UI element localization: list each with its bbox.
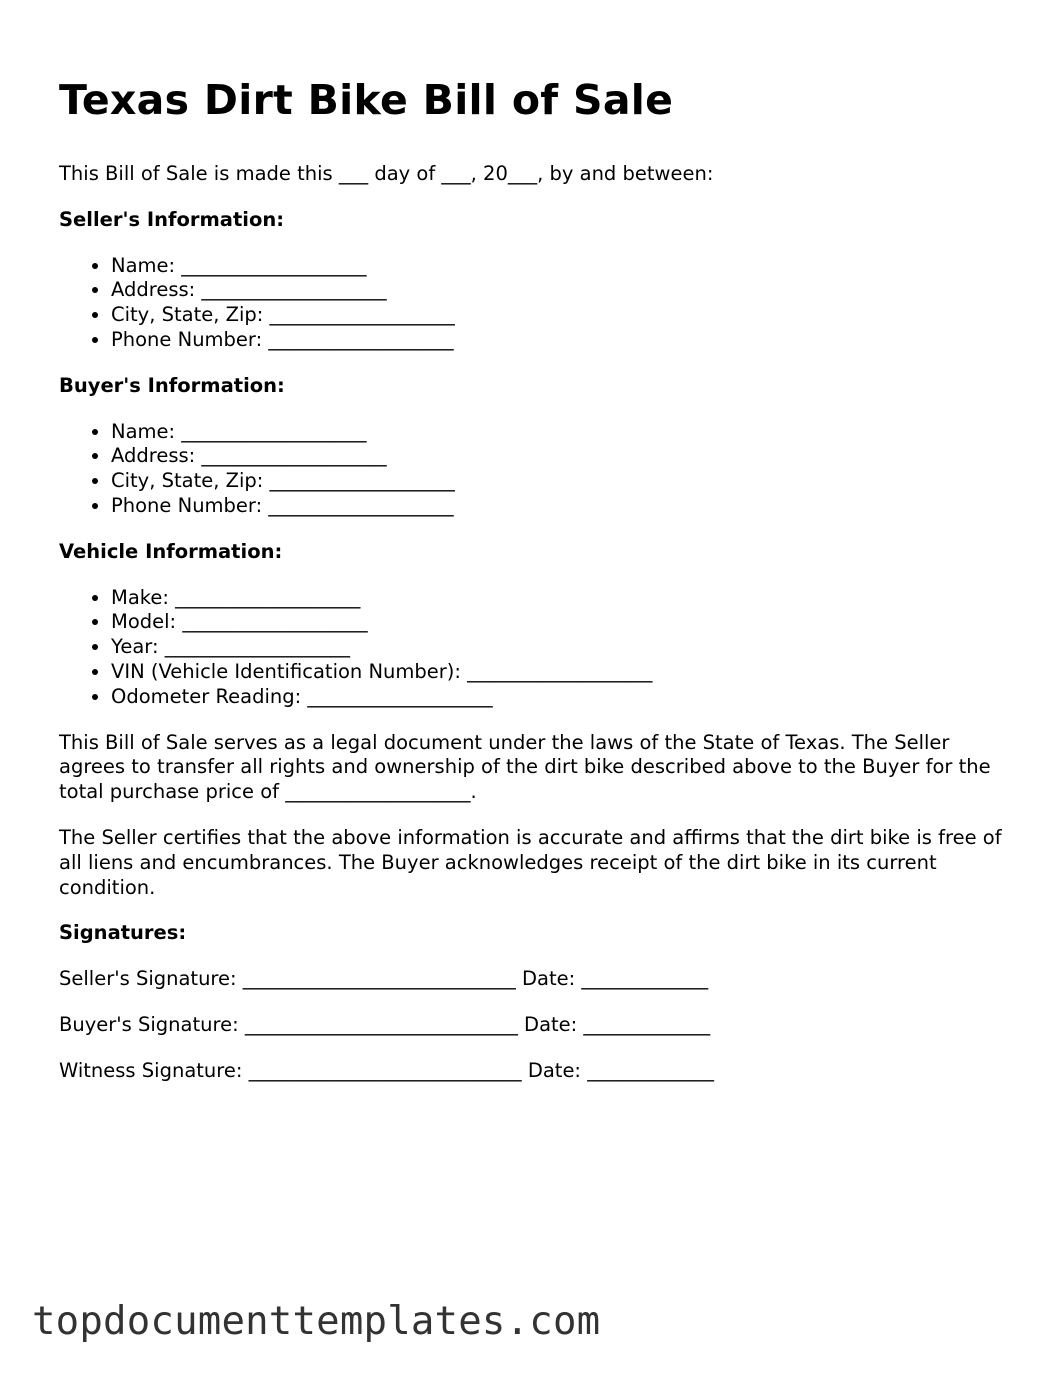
buyer-signature-line: Buyer's Signature: ____________________________ Date: _____________ xyxy=(59,1012,711,1036)
witness-signature-line: Witness Signature: ____________________________ Date: _____________ xyxy=(59,1058,714,1082)
signatures-heading: Signatures: xyxy=(59,921,187,945)
vehicle-fields-list xyxy=(59,586,1019,710)
document-page xyxy=(59,72,1019,1105)
document-title: Texas Dirt Bike Bill of Sale xyxy=(59,76,674,124)
vehicle-heading: Vehicle Information: xyxy=(59,539,283,563)
buyer-fields-list xyxy=(59,420,1019,519)
seller-signature-line: Seller's Signature: ____________________________ Date: _____________ xyxy=(59,967,709,991)
vehicle-year-field: • Year: ___________________ xyxy=(111,635,1019,660)
seller-fields-list xyxy=(59,254,1019,353)
seller-city-state-zip-field: • City, State, Zip: ___________________ xyxy=(111,303,1019,328)
buyer-phone-field: • Phone Number: ___________________ xyxy=(111,494,1019,519)
buyer-name-field: • Name: ___________________ xyxy=(111,420,1019,445)
vehicle-odometer-field: • Odometer Reading: ___________________ xyxy=(111,685,1019,710)
legal-transfer-paragraph: This Bill of Sale serves as a legal document under the laws of the State of Texas. The Seller agrees to transfer all rights and ownership of the dirt bike described above to the Buyer for the total purchase price of ___________________. xyxy=(59,730,991,804)
vehicle-vin-field: • VIN (Vehicle Identification Number): ___________________ xyxy=(111,660,1019,685)
vehicle-model-field: • Model: ___________________ xyxy=(111,610,1019,635)
intro-text: This Bill of Sale is made this ___ day of ___, 20___, by and between: xyxy=(59,162,714,185)
buyer-city-state-zip-field: • City, State, Zip: ___________________ xyxy=(111,469,1019,494)
vehicle-make-field: • Make: ___________________ xyxy=(111,586,1019,611)
seller-address-field: • Address: ___________________ xyxy=(111,278,1019,303)
certification-paragraph: The Seller certifies that the above information is accurate and affirms that the dirt bike is free of all liens and encumbrances. The Buyer acknowledges receipt of the dirt bike in its current condition. xyxy=(59,825,1002,899)
buyer-address-field: • Address: ___________________ xyxy=(111,444,1019,469)
buyer-heading: Buyer's Information: xyxy=(59,373,285,397)
seller-phone-field: • Phone Number: ___________________ xyxy=(111,328,1019,353)
seller-heading: Seller's Information: xyxy=(59,207,285,231)
seller-name-field: • Name: ___________________ xyxy=(111,254,1019,279)
watermark-footer: topdocumenttemplates.com xyxy=(32,1299,601,1344)
